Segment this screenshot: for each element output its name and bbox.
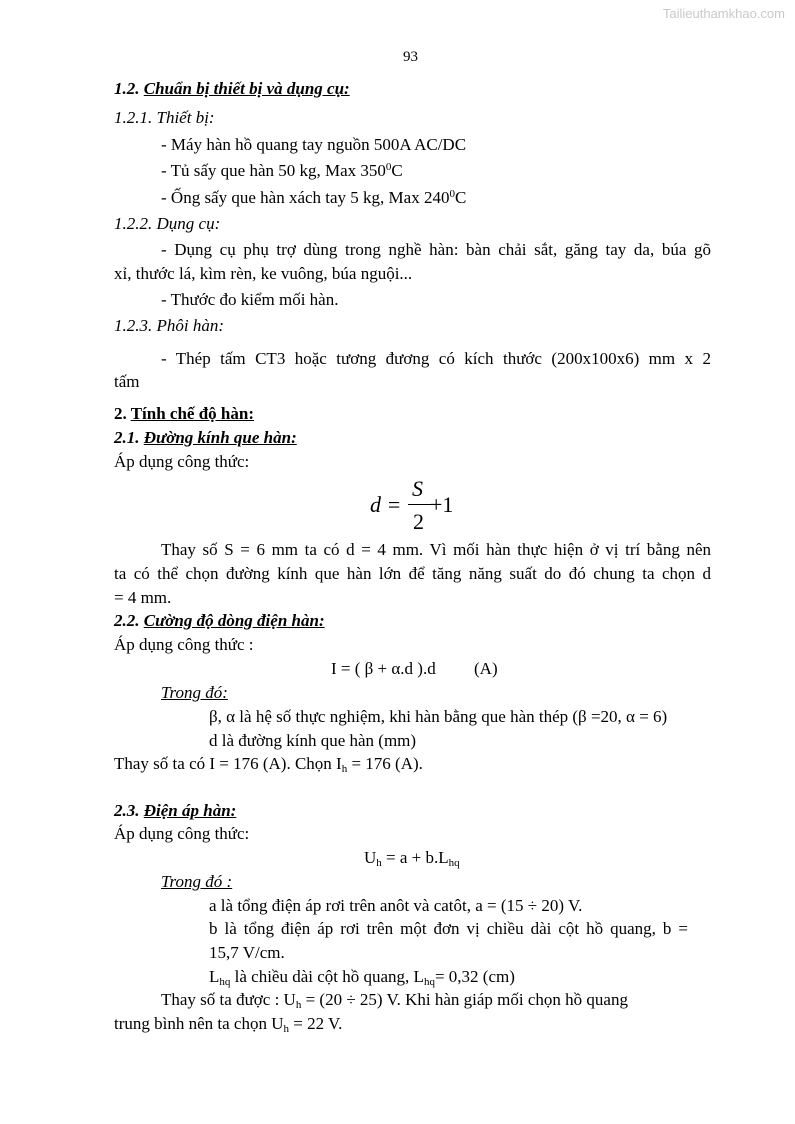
degree-sup: 0 bbox=[385, 161, 392, 173]
diameter-text: Thay số S = 6 mm ta có d = 4 mm. Vì mối hàn thực hiện ở vị trí bằng nên bbox=[161, 540, 711, 559]
voltage-definition: 15,7 V/cm. bbox=[209, 943, 285, 962]
heading-1-2-title: Chuẩn bị thiết bị và dụng cụ: bbox=[143, 79, 350, 98]
formula-part: L bbox=[209, 967, 220, 986]
current-formula-unit: (A) bbox=[474, 659, 498, 678]
diameter-formula bbox=[368, 476, 478, 540]
subscript: hq bbox=[423, 976, 435, 988]
degree-sup: 0 bbox=[449, 188, 455, 200]
formula-part: U bbox=[364, 848, 377, 867]
voltage-result bbox=[114, 1014, 342, 1034]
current-result bbox=[114, 754, 423, 774]
heading-1-2 bbox=[114, 79, 350, 99]
degree-unit: C bbox=[391, 161, 403, 180]
formula-part: = 0,32 (cm) bbox=[434, 967, 515, 986]
heading-2 bbox=[114, 404, 254, 424]
heading-2-1-title: Đường kính que hàn: bbox=[143, 428, 297, 447]
current-definition: β, α là hệ số thực nghiệm, khi hàn bằng que hàn thép (β =20, α = 6) bbox=[209, 707, 668, 726]
current-definition: d là đường kính que hàn (mm) bbox=[209, 731, 417, 750]
formula-numerator: S bbox=[412, 476, 423, 501]
voltage-result-text: = 22 V. bbox=[289, 1014, 343, 1033]
formula-part: = a + b.L bbox=[381, 848, 449, 867]
subscript: hq bbox=[219, 976, 231, 988]
tools-line: - Dụng cụ phụ trợ dùng trong nghề hàn: bàn chải sắt, găng tay da, búa gõ bbox=[161, 240, 711, 259]
heading-2-2 bbox=[114, 611, 325, 631]
subscript: hq bbox=[448, 857, 460, 869]
formula-part: là chiều dài cột hồ quang, L bbox=[230, 967, 424, 986]
formula-lhs: d = bbox=[370, 492, 402, 517]
equipment-item-text: - Tủ sấy que hàn 50 kg, Max 350 bbox=[161, 161, 386, 180]
formula-denominator: 2 bbox=[413, 509, 424, 534]
heading-2-num: 2. bbox=[114, 404, 127, 423]
voltage-result-text: trung bình nên ta chọn U bbox=[114, 1014, 284, 1033]
where-label: Trong đó: bbox=[161, 683, 228, 702]
subscript: h bbox=[295, 999, 302, 1011]
voltage-result-text: = (20 ÷ 25) V. Khi hàn giáp mối chọn hồ quang bbox=[301, 990, 628, 1009]
blank-line: tấm bbox=[114, 372, 140, 391]
current-result-text: Thay số ta có I = 176 (A). Chọn I bbox=[114, 754, 342, 773]
voltage-definition bbox=[209, 967, 515, 987]
apply-formula-text: Áp dụng công thức: bbox=[114, 824, 250, 843]
equipment-item-text: - Ống sấy que hàn xách tay 5 kg, Max 240 bbox=[161, 188, 450, 207]
heading-2-title: Tính chế độ hàn: bbox=[130, 404, 254, 423]
fraction-bar bbox=[408, 504, 432, 505]
heading-2-1 bbox=[114, 428, 297, 448]
formula-rest: +1 bbox=[430, 492, 454, 517]
voltage-formula bbox=[364, 848, 460, 868]
heading-2-1-num: 2.1. bbox=[114, 428, 140, 447]
heading-2-2-title: Cường độ dòng điện hàn: bbox=[143, 611, 325, 630]
heading-1-2-3: 1.2.3. Phôi hàn: bbox=[114, 316, 225, 335]
equipment-item bbox=[161, 188, 466, 208]
apply-formula-text: Áp dụng công thức : bbox=[114, 635, 254, 654]
heading-1-2-num: 1.2. bbox=[114, 79, 140, 98]
tools-line: xỉ, thước lá, kìm rèn, ke vuông, búa nguội... bbox=[114, 264, 413, 283]
heading-2-2-num: 2.2. bbox=[114, 611, 140, 630]
voltage-result-text: Thay số ta được : U bbox=[161, 990, 296, 1009]
voltage-definition: b là tổng điện áp rơi trên một đơn vị chiều dài cột hồ quang, b = bbox=[209, 919, 688, 938]
blank-line: - Thép tấm CT3 hoặc tương đương có kích thước (200x100x6) mm x 2 bbox=[161, 349, 711, 368]
current-result-text: = 176 (A). bbox=[347, 754, 423, 773]
degree-unit: C bbox=[454, 188, 467, 207]
heading-2-3-title: Điện áp hàn: bbox=[143, 801, 237, 820]
voltage-result bbox=[161, 990, 628, 1010]
where-label: Trong đó : bbox=[161, 872, 233, 891]
subscript: h bbox=[376, 857, 382, 869]
current-formula: I = ( β + α.d ).d bbox=[331, 659, 436, 678]
equipment-item: - Máy hàn hồ quang tay nguồn 500A AC/DC bbox=[161, 135, 467, 154]
subscript: h bbox=[341, 763, 348, 775]
tools-line: - Thước đo kiểm mối hàn. bbox=[161, 290, 339, 309]
page-number: 93 bbox=[403, 49, 418, 65]
subscript: h bbox=[283, 1023, 289, 1035]
diameter-text: = 4 mm. bbox=[114, 588, 172, 607]
heading-1-2-2: 1.2.2. Dụng cụ: bbox=[114, 214, 221, 233]
apply-formula-text: Áp dụng công thức: bbox=[114, 452, 250, 471]
voltage-definition: a là tổng điện áp rơi trên anôt và catôt, a = (15 ÷ 20) V. bbox=[209, 896, 583, 915]
heading-2-3-num: 2.3. bbox=[114, 801, 140, 820]
diameter-text: ta có thể chọn đường kính que hàn lớn để tăng năng suất do đó chung ta chọn d bbox=[114, 564, 711, 583]
heading-2-3 bbox=[114, 801, 236, 821]
equipment-item bbox=[161, 161, 403, 181]
heading-1-2-1: 1.2.1. Thiết bị: bbox=[114, 108, 215, 127]
watermark: Tailieuthamkhao.com bbox=[662, 6, 785, 21]
